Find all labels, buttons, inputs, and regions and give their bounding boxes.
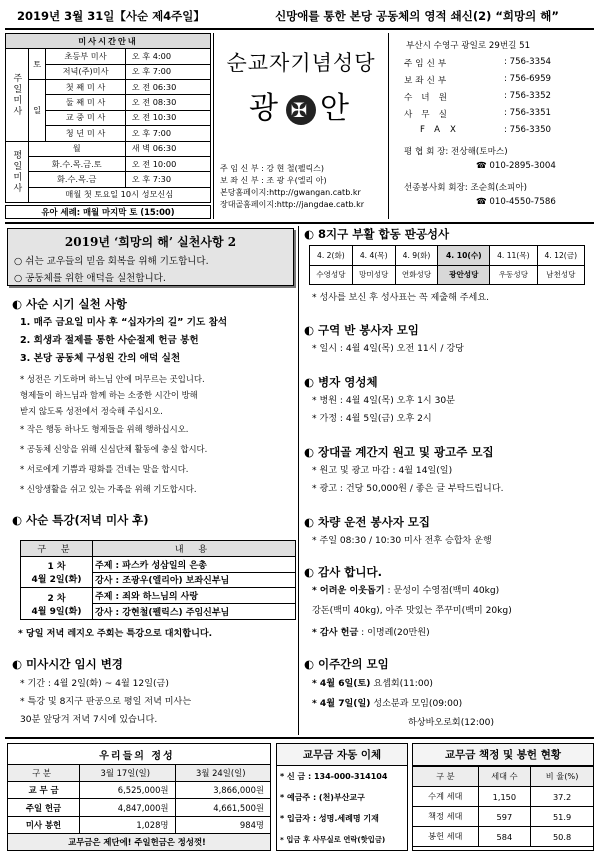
lecture-col-header: 내 용 bbox=[93, 541, 296, 557]
easter-title: ◐ 8지구 부활 합동 판공성사 bbox=[304, 227, 450, 241]
mass-name: 교 중 미 사 bbox=[46, 110, 125, 125]
jangdae-line: * 광고 : 건당 50,000원 / 좋은 글 부탁드립니다. bbox=[312, 484, 504, 494]
council-phone: ☎ 010-2895-3004 bbox=[476, 161, 556, 171]
easter-date: 4. 9(화) bbox=[395, 246, 438, 266]
church-title bbox=[214, 83, 388, 127]
meeting-detail: 요셉회(11:00) bbox=[370, 679, 433, 689]
jangdae-homepage-link[interactable]: 장대골홈페이지:http://jangdae.catb.kr bbox=[220, 200, 364, 209]
table-row bbox=[413, 827, 593, 847]
autopay-box bbox=[276, 743, 408, 851]
tithe-status-title: 교무금 책정 및 봉헌 현황 bbox=[413, 744, 593, 766]
offering-kind: 주일 헌금 bbox=[8, 799, 80, 816]
meeting-line bbox=[312, 676, 433, 692]
lecture-title: ◐ 사순 특강(저녁 미사 후) bbox=[12, 513, 149, 527]
easter-confession-table bbox=[309, 245, 585, 285]
offering-value: 4,661,500원 bbox=[175, 799, 271, 816]
lent-title: ◐ 사순 시기 실천 사항 bbox=[12, 297, 127, 311]
easter-date: 4. 2(화) bbox=[310, 246, 353, 266]
lent-item: 1. 매주 금요일 미사 후 “십자가의 길” 기도 참석 bbox=[20, 317, 228, 328]
sunday-mass-label: 주일미사 bbox=[6, 49, 29, 141]
offering-kind: 교 무 금 bbox=[8, 782, 80, 799]
mass-change-line: 30분 앞당겨 저녁 7시에 있습니다. bbox=[20, 715, 158, 725]
meeting-date: * 4월 7일(일) bbox=[312, 699, 371, 709]
contact-phone: : 756-3354 bbox=[504, 57, 552, 67]
mass-name: 초등부 미사 bbox=[46, 49, 125, 64]
driver-line: * 주일 08:30 / 10:30 미사 전후 승합차 운행 bbox=[312, 536, 492, 546]
mass-schedule-caption: 미사시간안내 bbox=[6, 34, 211, 49]
easter-date: 4. 10(수) bbox=[438, 246, 490, 266]
homepage-link[interactable]: 본당홈페이지:http://gwangan.catb.kr bbox=[220, 188, 361, 197]
meeting-detail: 성소분과 모임(09:00) bbox=[370, 699, 463, 709]
mass-time: 오 전 08:30 bbox=[125, 95, 210, 110]
mass-name: 저녁(주)미사 bbox=[46, 64, 125, 79]
mass-name: 청 년 미 사 bbox=[46, 126, 125, 141]
jangdae-title: ◐ 장대골 계간지 원고 및 광고주 모집 bbox=[304, 445, 494, 459]
contact-phone: : 756-3352 bbox=[504, 91, 552, 101]
church-emblem-icon: ✠ bbox=[286, 95, 316, 125]
driver-title: ◐ 차량 운전 봉사자 모집 bbox=[304, 515, 431, 529]
contact-label: 주임신부 bbox=[404, 59, 450, 69]
lecture-topic: 주제 : 파스카 성삼일의 은총 bbox=[93, 556, 296, 572]
offering-value: 6,525,000원 bbox=[80, 782, 176, 799]
contact-phone: : 756-3351 bbox=[504, 108, 552, 118]
mass-name: 화.수.목.금 bbox=[28, 172, 125, 187]
lecture-date: 4월 2일(화) bbox=[31, 575, 82, 586]
contact-label: 보좌신부 bbox=[404, 76, 450, 86]
offering-footer: 교무금은 제단에! 주일헌금은 정성껏! bbox=[8, 833, 271, 850]
tithe-count: 584 bbox=[478, 827, 531, 847]
easter-place: 수영성당 bbox=[310, 265, 353, 285]
mass-name: 월 bbox=[28, 141, 125, 156]
mass-schedule-table bbox=[5, 33, 211, 203]
offering-table bbox=[7, 743, 271, 851]
offering-col-header: 3월 17일(일) bbox=[80, 765, 176, 782]
bulletin-header bbox=[5, 4, 594, 30]
lecture-no: 1 차 bbox=[47, 562, 66, 573]
practice-item: ○ 쉬는 교우들의 믿음 회복을 위해 기도합니다. bbox=[14, 256, 209, 267]
contact-panel bbox=[392, 33, 594, 219]
easter-place: 연화성당 bbox=[395, 265, 438, 285]
easter-note: * 성사를 보신 후 성사표는 꼭 제출해 주세요. bbox=[312, 293, 490, 303]
assistant-pastor-line: 보 좌 신 부 : 조 광 우(엘리 아) bbox=[220, 176, 327, 185]
thanks-label: * 감사 헌금 bbox=[312, 628, 359, 638]
autopay-line: * 입금 후 사무실로 연락(핫입금) bbox=[280, 835, 386, 844]
mass-time: 오 전 10:00 bbox=[125, 156, 210, 171]
thanks-label: * 어려운 이웃돕기 bbox=[312, 586, 385, 596]
meetings-title: ◐ 이주간의 모임 bbox=[304, 657, 389, 671]
thanks-detail: : 문성이 수영점(백미 40kg) bbox=[384, 586, 500, 596]
easter-place: 망미성당 bbox=[352, 265, 395, 285]
mass-change-title: ◐ 미사시간 임시 변경 bbox=[12, 657, 123, 671]
practice-box bbox=[7, 228, 294, 286]
contact-label: FAX bbox=[420, 125, 466, 135]
contact-phone: : 756-6959 bbox=[504, 74, 552, 84]
tithe-col-header: 비 율(%) bbox=[531, 767, 593, 787]
thanks-title: ◐ 감사 합니다. bbox=[304, 565, 382, 579]
lent-note: 받지 않도록 성전에서 정숙해 주십시오. bbox=[20, 406, 163, 416]
table-row bbox=[8, 799, 271, 816]
mass-name: 화.수.목.금.토 bbox=[28, 156, 125, 171]
lent-item: 2. 희생과 절제를 통한 사순절제 헌금 봉헌 bbox=[20, 335, 199, 346]
table-row bbox=[8, 782, 271, 799]
contact-label: 사무실 bbox=[404, 110, 456, 120]
easter-place: 남천성당 bbox=[537, 265, 584, 285]
meeting-line bbox=[312, 696, 462, 712]
contact-phone: : 756-3350 bbox=[504, 125, 552, 135]
lecture-topic: 주제 : 죄와 하느님의 사랑 bbox=[93, 588, 296, 604]
thanks-line bbox=[312, 625, 430, 641]
mass-name: 첫 째 미 사 bbox=[46, 80, 125, 95]
weekday-mass-label: 평일미사 bbox=[6, 141, 29, 202]
mass-time: 오 전 06:30 bbox=[125, 80, 210, 95]
thanks-detail: : 이명례(20만원) bbox=[358, 628, 430, 638]
autopay-line: * 신 금 : 134-000-314104 bbox=[280, 772, 388, 781]
easter-date: 4. 12(금) bbox=[537, 246, 584, 266]
tithe-status-box bbox=[412, 743, 594, 851]
lecture-note: * 당일 저녁 레지오 주회는 특강으로 대치합니다. bbox=[18, 629, 213, 639]
easter-place: 우동성당 bbox=[490, 265, 537, 285]
offering-value: 984명 bbox=[175, 816, 271, 833]
volunteer-meeting-line: * 일시 : 4월 4일(목) 오전 11시 / 강당 bbox=[312, 344, 464, 354]
lecture-speaker: 강사 : 강현철(펠릭스) 주임신부님 bbox=[93, 604, 296, 620]
lent-item: 3. 본당 공동체 구성원 간의 애덕 실천 bbox=[20, 353, 181, 364]
tithe-rate: 50.8 bbox=[531, 827, 593, 847]
tithe-kind: 봉헌 세대 bbox=[413, 827, 478, 847]
masthead bbox=[213, 33, 389, 219]
lecture-col-header: 구 분 bbox=[21, 541, 93, 557]
bottom-divider bbox=[5, 737, 594, 739]
volunteer-meeting-title: ◐ 구역 반 봉사자 모임 bbox=[304, 323, 419, 337]
mass-time: 오 전 10:30 bbox=[125, 110, 210, 125]
church-title-right: 안 bbox=[320, 91, 353, 126]
lent-note: * 공동체 신앙을 위해 신심단체 활동에 충실 합시다. bbox=[20, 444, 208, 454]
bulletin-theme: 신망애를 통한 본당 공동체의 영적 쇄신(2) “희망의 해” bbox=[275, 9, 559, 23]
jangdae-line: * 원고 및 광고 마감 : 4월 14일(일) bbox=[312, 466, 453, 476]
sunday-day-label: 일 bbox=[28, 80, 46, 141]
table-row bbox=[413, 787, 593, 807]
lent-note: 형제들이 하느님과 함께 하는 소중한 시간이 방해 bbox=[20, 390, 198, 400]
tithe-rate: 51.9 bbox=[531, 807, 593, 827]
tithe-kind: 책정 세대 bbox=[413, 807, 478, 827]
lent-note: * 성전은 기도하며 하느님 안에 머무르는 곳입니다. bbox=[20, 374, 205, 384]
social-head: 선종봉사회 회장: 조순희(소피아) bbox=[404, 183, 527, 193]
easter-date: 4. 4(목) bbox=[352, 246, 395, 266]
mass-time: 오 후 7:00 bbox=[125, 64, 210, 79]
table-row bbox=[413, 807, 593, 827]
lecture-date: 4월 9일(화) bbox=[31, 606, 82, 617]
lent-note: * 신앙생활을 쉬고 있는 가족을 위해 기도합시다. bbox=[20, 484, 197, 494]
tithe-col-header: 구 분 bbox=[413, 767, 478, 787]
lecture-table bbox=[20, 540, 296, 620]
tithe-count: 1,150 bbox=[478, 787, 531, 807]
tithe-rate: 37.2 bbox=[531, 787, 593, 807]
infant-baptism-note: 유아 세례: 매월 마지막 토 (15:00) bbox=[5, 205, 211, 219]
council-head: 평 협 회 장: 전상해(토마스) bbox=[404, 147, 508, 157]
mass-change-line: * 특강 및 8지구 판공으로 평일 저녁 미사는 bbox=[20, 697, 192, 707]
offering-col-header: 구 분 bbox=[8, 765, 80, 782]
mass-change-line: * 기간 : 4월 2일(화) ~ 4월 12일(금) bbox=[20, 679, 169, 689]
lecture-session bbox=[21, 588, 93, 620]
social-phone: ☎ 010-4550-7586 bbox=[476, 197, 556, 207]
sick-communion-line: * 병원 : 4월 4일(목) 오후 1시 30분 bbox=[312, 396, 455, 406]
saturday-label: 토 bbox=[28, 49, 46, 80]
offering-kind: 미사 봉헌 bbox=[8, 816, 80, 833]
autopay-title: 교무금 자동 이체 bbox=[277, 744, 407, 766]
thanks-line: 강돈(백미 40kg), 아주 맛있는 쭈꾸미(백미 20kg) bbox=[312, 606, 512, 616]
practice-title: 2019년 ‘희망의 해’ 실천사항 2 bbox=[64, 235, 237, 249]
column-divider bbox=[298, 226, 299, 735]
bulletin-date: 2019년 3월 31일【사순 제4주일】 bbox=[17, 9, 205, 23]
lecture-no: 2 차 bbox=[47, 593, 66, 604]
easter-place: 광안성당 bbox=[438, 265, 490, 285]
sick-communion-title: ◐ 병자 영성체 bbox=[304, 375, 378, 389]
offering-caption: 우리들의 정성 bbox=[8, 744, 271, 765]
section-divider bbox=[5, 222, 594, 224]
lecture-session bbox=[21, 556, 93, 588]
practice-item: ○ 공동체를 위한 애덕을 실천합니다. bbox=[14, 273, 166, 284]
thanks-line bbox=[312, 583, 499, 599]
mass-time: 오 후 7:30 bbox=[125, 172, 210, 187]
mass-time: 오 후 4:00 bbox=[125, 49, 210, 64]
offering-value: 1,028명 bbox=[80, 816, 176, 833]
tithe-count: 597 bbox=[478, 807, 531, 827]
meeting-line: 하상바오로회(12:00) bbox=[408, 718, 495, 728]
mass-time: 오 후 7:00 bbox=[125, 126, 210, 141]
tithe-kind: 수계 세대 bbox=[413, 787, 478, 807]
church-title-left: 광 bbox=[249, 91, 282, 126]
autopay-line: * 입금자 : 성명.세례명 기재 bbox=[280, 814, 379, 823]
offering-col-header: 3월 24일(일) bbox=[175, 765, 271, 782]
first-saturday-mass: 매월 첫 토요일 10시 성모신심 bbox=[28, 187, 210, 202]
mass-name: 둘 째 미 사 bbox=[46, 95, 125, 110]
meeting-date: * 4월 6일(토) bbox=[312, 679, 371, 689]
mass-time: 새 벽 06:30 bbox=[125, 141, 210, 156]
pastor-line: 주 임 신 부 : 강 현 철(펠릭스) bbox=[220, 164, 325, 173]
tithe-col-header: 세대 수 bbox=[478, 767, 531, 787]
lent-note: * 작은 행동 하나도 형제들을 위해 행하십시오. bbox=[20, 424, 189, 434]
offering-value: 4,847,000원 bbox=[80, 799, 176, 816]
lent-note: * 서로에게 기쁨과 평화를 건네는 말을 합시다. bbox=[20, 464, 189, 474]
table-row bbox=[8, 816, 271, 833]
masthead-info bbox=[220, 163, 364, 211]
offering-value: 3,866,000원 bbox=[175, 782, 271, 799]
sick-communion-line: * 가정 : 4월 5일(금) 오후 2시 bbox=[312, 414, 432, 424]
contact-label: 수녀원 bbox=[404, 93, 456, 103]
church-subtitle: 순교자기념성당 bbox=[226, 51, 376, 75]
church-address: 부산시 수영구 광일로 29번길 51 bbox=[406, 41, 531, 51]
easter-date: 4. 11(목) bbox=[490, 246, 537, 266]
lecture-speaker: 강사 : 조광우(엘리아) 보좌신부님 bbox=[93, 572, 296, 588]
autopay-line: * 예금주 : (천)부산교구 bbox=[280, 793, 365, 802]
